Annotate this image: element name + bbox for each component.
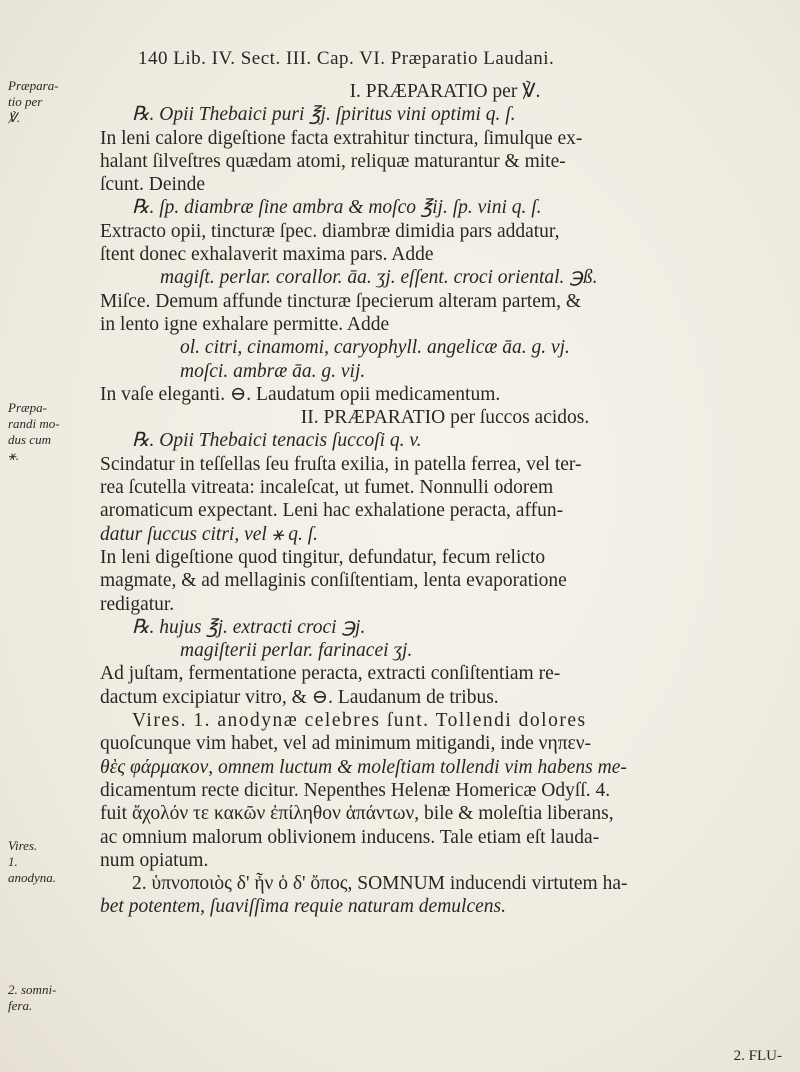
- catchword: 2. FLU-: [733, 1048, 782, 1064]
- text-line: In vaſe eleganti. ⊖. Laudatum opii medicamentum.: [100, 383, 501, 405]
- text-line: halant ſilveſtres quædam atomi, reliquæ maturantur & mite-: [100, 150, 566, 172]
- text-line: ol. citri, cinamomi, caryophyll. angelicæ āa. g. vj.: [180, 337, 570, 359]
- text-line: dicamentum recte dicitur. Nepenthes Helenæ Homericæ Odyſſ. 4.: [100, 779, 611, 801]
- text-line: moſci. ambræ āa. g. vij.: [180, 360, 366, 382]
- margin-note: Vires. 1. anodyna.: [8, 838, 57, 885]
- text-line: In leni calore digeſtione facta extrahitur tinctura, ſimulque ex-: [100, 127, 583, 149]
- running-header: 140 Lib. IV. Sect. III. Cap. VI. Præparatio Laudani.: [138, 48, 555, 69]
- text-line: in lento igne exhalare permitte. Adde: [100, 313, 390, 335]
- text-line: ℞. Opii Thebaici puri ℥j. ſpiritus vini optimi q. ſ.: [132, 104, 516, 126]
- text-line: ac omnium malorum oblivionem inducens. Tale etiam eſt lauda-: [100, 826, 600, 848]
- text-line: ℞. hujus ℥j. extracti croci ℈j.: [132, 616, 366, 638]
- text-line: ℞. Opii Thebaici tenacis ſuccoſi q. v.: [132, 430, 422, 452]
- text-line: aromaticum expectant. Leni hac exhalatione peracta, affun-: [100, 500, 564, 522]
- text-line: In leni digeſtione quod tingitur, defundatur, fecum relicto: [100, 546, 546, 568]
- text-line: dactum excipiatur vitro, & ⊖. Laudanum de tribus.: [100, 686, 499, 708]
- text-line: ℞. ſp. diambræ ſine ambra & moſco ℥ij. ſp. vini q. ſ.: [132, 197, 542, 219]
- text-line: ſcunt. Deinde: [100, 174, 206, 196]
- margin-note: 2. somni- fera.: [8, 982, 57, 1013]
- margin-note: Præpa- randi mo- dus cum ⚹.: [8, 400, 60, 463]
- text-line: bet potentem, ſuaviſſima requie naturam demulcens.: [100, 896, 506, 918]
- text-line: magmate, & ad mellaginis conſiſtentiam, lenta evaporatione: [100, 570, 567, 592]
- text-line: magiſterii perlar. farinacei ʒj.: [180, 640, 413, 662]
- page-body: [100, 80, 790, 919]
- text-line: Vires. 1. anodynæ celebres ſunt. Tollendi dolores: [132, 710, 587, 732]
- text-line: II. PRÆPARATIO per ſuccos acidos.: [300, 407, 590, 429]
- text-line: datur ſuccus citri, vel ⚹ q. ſ.: [100, 523, 319, 545]
- text-line: Ad juſtam, fermentatione peracta, extracti conſiſtentiam re-: [100, 663, 561, 685]
- text-line: ſtent donec exhalaverit maxima pars. Adde: [100, 244, 434, 266]
- text-line: quoſcunque vim habet, vel ad minimum mitigandi, inde νηπεν-: [100, 733, 592, 755]
- text-line: magiſt. perlar. corallor. āa. ʒj. eſſent. croci oriental. ℈ß.: [160, 267, 598, 289]
- margin-note: Præpara- tio per ℣.: [8, 78, 59, 125]
- text-line: rea ſcutella vitreata: incaleſcat, ut fumet. Nonnulli odorem: [100, 477, 554, 499]
- text-line: I. PRÆPARATIO per ℣.: [349, 81, 541, 102]
- text-line: Miſce. Demum affunde tincturæ ſpecierum alteram partem, &: [100, 290, 582, 312]
- text-line: 2. ὑπνοποιὸς δ' ἦν ὁ δ' ὄπος, SOMNUM inducendi virtutem ha-: [132, 873, 628, 895]
- text-line: redigatur.: [100, 593, 175, 615]
- text-line: num opiatum.: [100, 849, 209, 871]
- text-line: Scindatur in teſſellas ſeu fruſta exilia, in patella ferrea, vel ter-: [100, 453, 582, 475]
- text-line: θὲς φάρμακον, omnem luctum & moleſtiam tollendi vim habens me-: [100, 756, 627, 778]
- text-line: Extracto opii, tincturæ ſpec. diambræ dimidia pars addatur,: [100, 220, 560, 242]
- text-line: fuit ἄχολόν τε κακῶν ἐπίληθον ἁπάντων, bile & moleſtia liberans,: [100, 803, 614, 825]
